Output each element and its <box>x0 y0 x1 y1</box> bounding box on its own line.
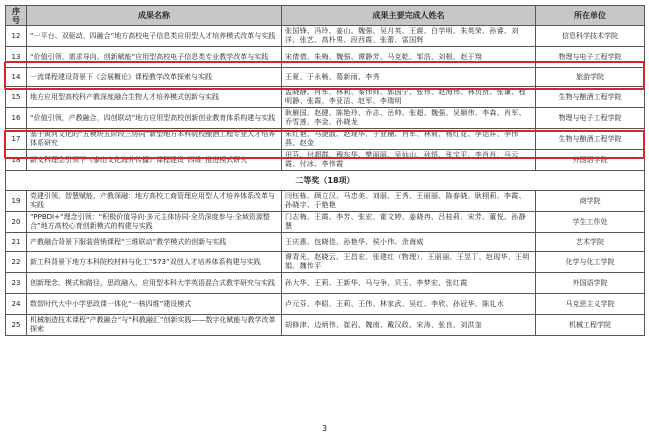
department: 外国语学院 <box>536 273 645 294</box>
table-row <box>6 108 645 129</box>
table-row <box>6 315 645 336</box>
contributors: 王庆惠、包晓佳、孙艳华、侯小伟、余海威 <box>282 233 536 252</box>
table-row <box>6 47 645 68</box>
department: 马克思主义学院 <box>536 294 645 315</box>
achievement-name: 创新理念、模式和路径，思政融入、应用型本科大学英语混合式教学研究与实践 <box>27 273 282 294</box>
awards-table <box>5 5 645 336</box>
department: 物理与电子工程学院 <box>536 108 645 129</box>
contributors: 胡修津、边炳伟、崔岩、魏南、戴汉政、宋涛、张良、刘洪奎 <box>282 315 536 336</box>
contributors: 卢元芬、李昭、王莉、王伟、林家武、吴红、李欣、孙冠华、陈礼水 <box>282 294 536 315</box>
contributors: 田芬、付超群、穆东华、樊丽丽、吴仙山、孙悟、张宝平、李肖肖、马云霞、付冰、李伟霞 <box>282 150 536 171</box>
achievement-name: 数智时代大中小学思政课一体化“一核四维”建设模式 <box>27 294 282 315</box>
table-row <box>6 87 645 108</box>
second-prize-rows <box>6 191 645 336</box>
department: 物理与电子工程学院 <box>536 47 645 68</box>
achievement-name: “价值引领，产教融合，四创联动”地方应用型高校创新创业教育体系构建与实践 <box>27 108 282 129</box>
row-number: 18 <box>6 150 27 171</box>
header-num: 序号 <box>6 6 27 26</box>
section-title: 二等奖（18项） <box>6 171 645 191</box>
achievement-name: “PPBDI+”理念引领：“积极价值导向·多元主体协同·全员深度参与·全域资源整合”地方高校心育创新模式的构建与实践 <box>27 212 282 233</box>
department: 外国语学院 <box>536 150 645 171</box>
row-number: 21 <box>6 233 27 252</box>
table-row <box>6 212 645 233</box>
row-number: 13 <box>6 47 27 68</box>
table-row <box>6 233 645 252</box>
contributors: 孟晓静、肖军、林莉、秦伟帅、郭国宁、张伟、赵海伟、林贞贤、张谦、程明静、张霞、李亚洁、赵军、李瑞明 <box>282 87 536 108</box>
department: 艺术学院 <box>536 233 645 252</box>
section-row <box>6 171 645 191</box>
row-number: 25 <box>6 315 27 336</box>
row-number: 19 <box>6 191 27 212</box>
awards-page <box>5 5 644 336</box>
department: 学生工作处 <box>536 212 645 233</box>
department: 旅游学院 <box>536 68 645 87</box>
table-row <box>6 129 645 150</box>
department: 生物与酿酒工程学院 <box>536 129 645 150</box>
table-row <box>6 68 645 87</box>
row-number: 24 <box>6 294 27 315</box>
achievement-name: 基于黄河文化的“五模块五阶段三协同”新型地方本科院校酿酒工程专业人才培养体系研究 <box>27 129 282 150</box>
contributors: 张国锋、冯玲、姜山、魏强、吴月英、王震、白学明、朱英荣、孙睿、刘洋、张艺、高朴男、段西霞、张蕾、雷国辉 <box>282 26 536 47</box>
row-number: 23 <box>6 273 27 294</box>
row-number: 22 <box>6 252 27 273</box>
department: 生物与酿酒工程学院 <box>536 87 645 108</box>
table-header-row <box>6 6 645 26</box>
row-number: 17 <box>6 129 27 150</box>
header-unit: 所在单位 <box>536 6 645 26</box>
contributors: 耿雁国、赵健、陈艳玲、乔志、岳帅、张超、魏强、吴顺伟、李森、肖军、乔雪莲、李金、孙晓龙 <box>282 108 536 129</box>
table-row <box>6 191 645 212</box>
header-people: 成果主要完成人姓名 <box>282 6 536 26</box>
achievement-name: 地方应用型高校科产教深度融合生物人才培养模式创新与实践 <box>27 87 282 108</box>
row-number: 15 <box>6 87 27 108</box>
table-row <box>6 150 645 171</box>
row-number: 14 <box>6 68 27 87</box>
table-row <box>6 294 645 315</box>
row-number: 20 <box>6 212 27 233</box>
table-row <box>6 26 645 47</box>
contributors: 闫钰栋、顾立汉、马忠美、刘丽、王秀、王丽丽、陈春晓、耿栩莉、李霞、孙晓宇、于艳艳 <box>282 191 536 212</box>
department: 商学院 <box>536 191 645 212</box>
contributors: 孙大华、王莉、王新华、马与争、贝玉、李梦宏、张红霞 <box>282 273 536 294</box>
first-prize-rows <box>6 26 645 171</box>
department: 机械工程学院 <box>536 315 645 336</box>
achievement-name: 一流课程建设背景下《会展概论》课程教学改革探索与实践 <box>27 68 282 87</box>
contributors: 谭青光、赵晓云、王昌宏、张建红（物理）、王丽丽、王昱丁、赵现华、王明娟、魏传平 <box>282 252 536 273</box>
achievement-name: 党建引领、智慧赋能、产教深融：地方高校工商管理应用型人才培养体系改革与实践 <box>27 191 282 212</box>
contributors: 宋倩倩、朱梅、魏强、谭静芳、马克乾、邹浩、刘根、赵于翔 <box>282 47 536 68</box>
achievement-name: 机械制造技术课程“产教融合”与“科教融汇”创新实践——数字化赋能与教学改革探索 <box>27 315 282 336</box>
table-row <box>6 252 645 273</box>
row-number: 16 <box>6 108 27 129</box>
contributors: 王夏、于永畅、葛新雨、李秀 <box>282 68 536 87</box>
department: 信息科学技术学院 <box>536 26 645 47</box>
header-name: 成果名称 <box>27 6 282 26</box>
row-number: 12 <box>6 26 27 47</box>
achievement-name: 新工科背景下地方本科院校材料与化工“573”双创人才培养体系构建与实践 <box>27 252 282 273</box>
contributors: 门志梅、王霞、李芳、张宏、霍文婷、姜晓冉、吕桂莉、宋芳、董悦、孙静慧 <box>282 212 536 233</box>
achievement-name: 新文科理念引领下《泰山文化海外传播》课程建设“四维”推进模式研究 <box>27 150 282 171</box>
department: 化学与化工学院 <box>536 252 645 273</box>
table-row <box>6 273 645 294</box>
achievement-name: “一平台、双驱动、四融合”地方高校电子信息类应用型人才培养模式改革与实践 <box>27 26 282 47</box>
achievement-name: “价值引领、需求导向、创新赋能”应用型高校电子信息类专业教学改革与实践 <box>27 47 282 68</box>
page-number: 3 <box>321 424 328 433</box>
contributors: 朱红艳、马捷淑、赵现华、于亚楠、肖军、林莉、杨红花、李运祥、李伟燕、赵金 <box>282 129 536 150</box>
achievement-name: 产教融合背景下服装营销课程“三维联动”教学模式的创新与实践 <box>27 233 282 252</box>
